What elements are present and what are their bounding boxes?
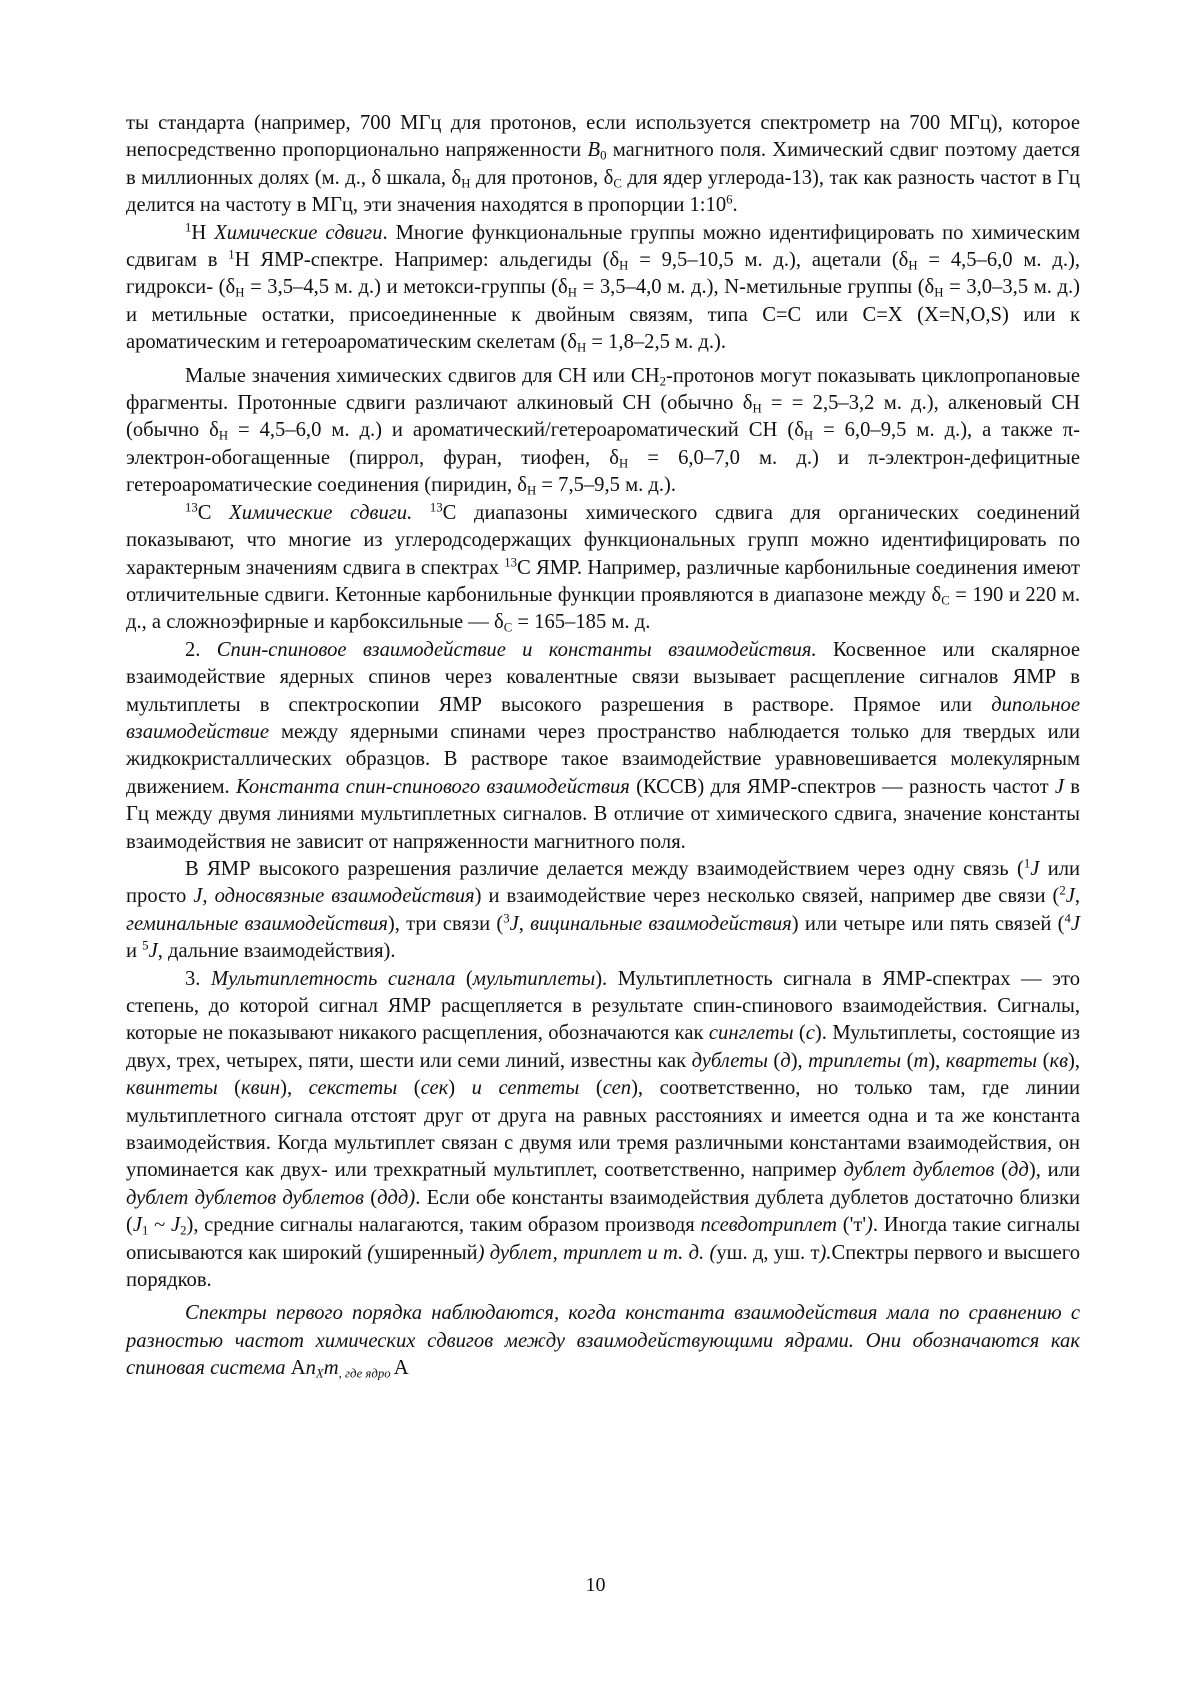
paragraph: Спектры первого порядка наблюдаются, когда константа взаимодействия мала по сравнению с разностью частот химических сдвигов между взаимодействующими ядрами. Они обозначаются как спиновая система $An_Xm_{, где ядро}$ A: [126, 1302, 1080, 1381]
paragraph: В ЯМР высокого разрешения различие делается между взаимодействием через одну связь ($^1$J или просто J, односвязные взаимодействия) и взаимодействие через несколько связей, например две связи ($^2$J, геминальные взаимодействия), три связи ($^3$J, вицинальные взаимодействия) или четыре или пять связей ($^4$J и $^5$J, дальние взаимодействия).: [126, 856, 1081, 963]
paragraph: ты стандарта (например, 700 МГц для протонов, если используется спектрометр на 700 МГц), которое непосредственно пропорционально напряженности $B_0$ магнитного поля. Химический сдвиг поэтому дается в миллионных долях (м. д., δ шкала, $\delta_H$ для протонов, $\delta_C$ для ядер углерода-13), так как разность частот в Гц делится на частоту в МГц, эти значения находятся в пропорции $1:10^6$.: [126, 112, 1080, 217]
body-text: [126, 110, 1080, 1383]
paragraph: Малые значения химических сдвигов для CH или $CH_2$-протонов могут показывать циклопропановые фрагменты. Протонные сдвиги различают алкиновый CH (обычно $\delta_H$ = = 2,5–3,2 м. д.), алкеновый CH (обычно $\delta_H = 4,5-6,0$ м. д.) и ароматический/гетероароматический CH ($\delta_H = 6,0-9,5$ м. д.), а также π-электрон-обогащенные (пиррол, фуран, тиофен, $\delta_H = 6,0-7,0$ м. д.) и π-электрон-дефицитные гетероароматические соединения (пиридин, $\delta_H = 7,5-9,5$ м. д.).: [126, 364, 1081, 498]
paragraph: 2. Спин-спиновое взаимодействие и константы взаимодействия. Косвенное или скалярное взаимодействие ядерных спинов через ковалентные связи вызывает расщепление сигналов ЯМР в мультиплеты в спектроскопии ЯМР высокого разрешения в растворе. Прямое или дипольное взаимодействие между ядерными спинами через пространство наблюдается только для твердых или жидкокристаллических образцов. В растворе такое взаимодействие уравновешивается молекулярным движением. Константа спин-спинового взаимодействия (КССВ) для ЯМР-спектров — разность частот J в Гц между двумя линиями мультиплетных сигналов. В отличие от химического сдвига, значение константы взаимодействия не зависит от напряженности магнитного поля.: [126, 638, 1081, 853]
paragraph: $^{13}$C Химические сдвиги. $^{13}$C диапазоны химического сдвига для органических соединений показывают, что многие из углеродсодержащих функциональных групп можно идентифицировать по характерным значениям сдвига в спектрах $^{13}$C ЯМР. Например, различные карбонильные соединения имеют отличительные сдвиги. Кетонные карбонильные функции проявляются в диапазоне между $\delta_C = 190$ и 220 м. д., а сложноэфирные и карбоксильные — $\delta_C = 165-185$ м. д.: [126, 500, 1080, 635]
paragraph: 3. Мультиплетность сигнала (мультиплеты). Мультиплетность сигнала в ЯМР-спектрах — это степень, до которой сигнал ЯМР расщепляется в результате спин-спинового взаимодействия. Сигналы, которые не показывают никакого расщепления, обозначаются как синглеты (с). Мультиплеты, состоящие из двух, трех, четырех, пяти, шести или семи линий, известны как дублеты (д), триплеты (т), квартеты (кв), квинтеты (квин), секстеты (сек) и септеты (сеп), соответственно, но только там, где линии мультиплетного сигнала отстоят друг от друга на равных расстояниях и имеется одна и та же константа взаимодействия. Когда мультиплет связан с двумя или тремя различными константами взаимодействия, он упоминается как двух- или трехкратный мультиплет, соответственно, например дублет дублетов (дд), или дублет дублетов дублетов (ддд). Если обе константы взаимодействия дублета дублетов достаточно близки ($J_1$ ~ $J_2$), средние сигналы налагаются, таким образом производя псевдотриплет ('т'). Иногда такие сигналы описываются как широкий (уширенный) дублет, триплет и т. д. (уш. д, уш. т).Спектры первого и высшего порядков.: [126, 967, 1081, 1292]
page-number: 10: [585, 1574, 606, 1596]
paragraph: $^1$H Химические сдвиги. Многие функциональные группы можно идентифицировать по химическим сдвигам в $^1$H ЯМР-спектре. Например: альдегиды ($\delta_H = 9,5-10,5$ м. д.), ацетали ($\delta_H = 4,5-6,0$ м. д.), гидрокси- ($\delta_H = 3,5-4,5$ м. д.) и метокси-группы ($\delta_H = 3,5-4,0$ м. д.), N-метильные группы ($\delta_H = 3,0-3,5$ м. д.) и метильные остатки, присоединенные к двойным связям, типа C=C или C=X (X=N,O,S) или к ароматическим и гетероароматическим скелетам ($\delta_H = 1,8-2,5$ м. д.).: [126, 219, 1081, 355]
